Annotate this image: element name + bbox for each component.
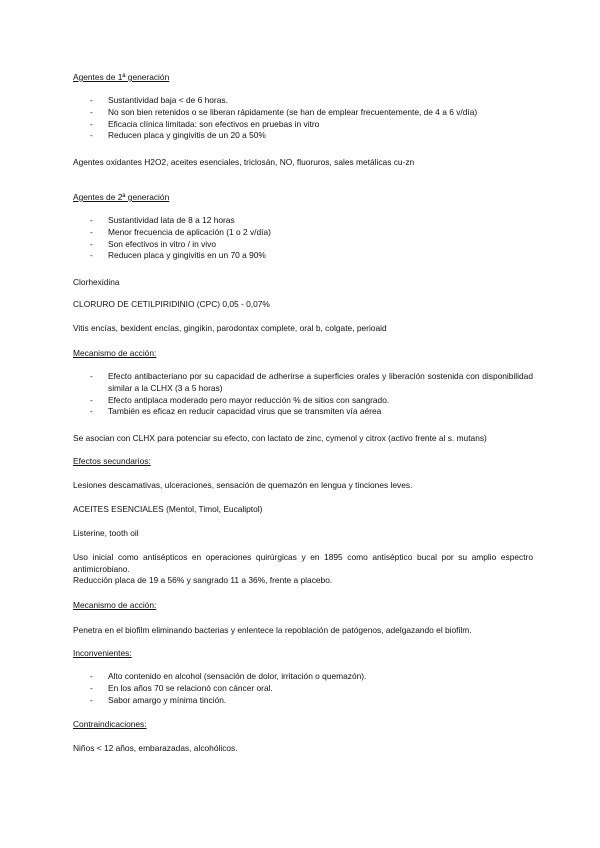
- list-item: - Son efectivos in vitro / in vivo: [90, 238, 216, 249]
- first-gen-examples: Agentes oxidantes H2O2, aceites esenciales, triclosán, NO, fluoruros, sales metálicas cu-zn: [73, 157, 415, 167]
- list-item: - Sustantividad lata de 8 a 12 horas: [90, 215, 235, 225]
- list-item: - También es eficaz en reducir capacidad virus que se transmiten vía aérea: [90, 406, 382, 417]
- list-item: - En los años 70 se relacionó con cáncer oral.: [90, 682, 273, 693]
- first-gen-list: [73, 95, 533, 142]
- essential-oils-mechanism: Penetra en el biofilm eliminando bacterias y enlentece la repoblación de patógenos, adelgazando el biofilm.: [73, 625, 472, 635]
- essential-oils-drawbacks-list: [73, 671, 533, 706]
- essential-oils-reduction: Reducción placa de 19 a 56% y sangrado 11 a 36%, frente a placebo.: [73, 575, 333, 585]
- essential-oils-mechanism-heading: Mecanismo de acción:: [73, 600, 157, 610]
- chlorhexidine-label: Clorhexidina: [73, 277, 120, 287]
- essential-oils-contra: Niños < 12 años, embarazadas, alcohólicos.: [73, 743, 238, 753]
- first-gen-heading: Agentes de 1ª generación: [73, 72, 170, 82]
- cpc-side-effects: Lesiones descamativas, ulceraciones, sensación de quemazón en lengua y tinciones leves.: [73, 480, 413, 490]
- second-gen-list: [73, 215, 533, 262]
- list-item: - No son bien retenidos o se liberan rápidamente (se han de emplear frecuentemente, de 4 a 6 v/día): [90, 106, 478, 117]
- list-item: - Sustantividad baja < de 6 horas.: [90, 95, 228, 105]
- essential-oils-drawbacks-heading: Inconvenientes:: [73, 648, 132, 658]
- essential-oils-products: Listerine, tooth oil: [73, 528, 139, 538]
- list-item: - Menor frecuencia de aplicación (1 o 2 v/día): [90, 226, 271, 237]
- list-item: - Reducen placa y gingivitis de un 20 a 50%: [90, 130, 266, 141]
- cpc-products: Vitis encías, bexident encías, gingikin, parodontax complete, oral b, colgate, perioaid: [73, 323, 387, 333]
- list-item: - Eficacia clínica limitada: son efectivos en pruebas in vitro: [90, 118, 320, 129]
- essential-oils-use: Uso inicial como antisépticos en operaciones quirúrgicas y en 1895 como antiséptico bucal por su amplio espectro antimicrobiano.: [73, 552, 533, 574]
- cpc-title: CLORURO DE CETILPIRIDINIO (CPC) 0,05 - 0,07%: [73, 299, 270, 309]
- list-item: - Efecto antiplaca moderado pero mayor reducción % de sitios con sangrado.: [90, 394, 390, 405]
- list-item: - Reducen placa y gingivitis en un 70 a 90%: [90, 250, 266, 261]
- cpc-side-effects-heading: Efectos secundarios:: [73, 456, 151, 466]
- list-item: - Sabor amargo y mínima tinción.: [90, 694, 227, 705]
- second-gen-heading: Agentes de 2ª generación: [73, 192, 170, 202]
- essential-oils-title: ACEITES ESENCIALES (Mentol, Timol, Eucaliptol): [73, 504, 263, 514]
- list-item: - Efecto antibacteriano por su capacidad de adherirse a superficies orales y liberación sostenida con disponibilidad similar a la CLHX (3 a 5 horas): [90, 371, 533, 393]
- list-item: - Alto contenido en alcohol (sensación de dolor, irritación o quemazón).: [90, 671, 367, 681]
- essential-oils-contra-heading: Contraindicaciones:: [73, 719, 147, 729]
- cpc-mechanism-list: [73, 371, 533, 418]
- cpc-association: Se asocian con CLHX para potenciar su efecto, con lactato de zinc, cymenol y citrox (activo frente al s. mutans): [73, 433, 487, 443]
- cpc-mechanism-heading: Mecanismo de acción:: [73, 348, 157, 358]
